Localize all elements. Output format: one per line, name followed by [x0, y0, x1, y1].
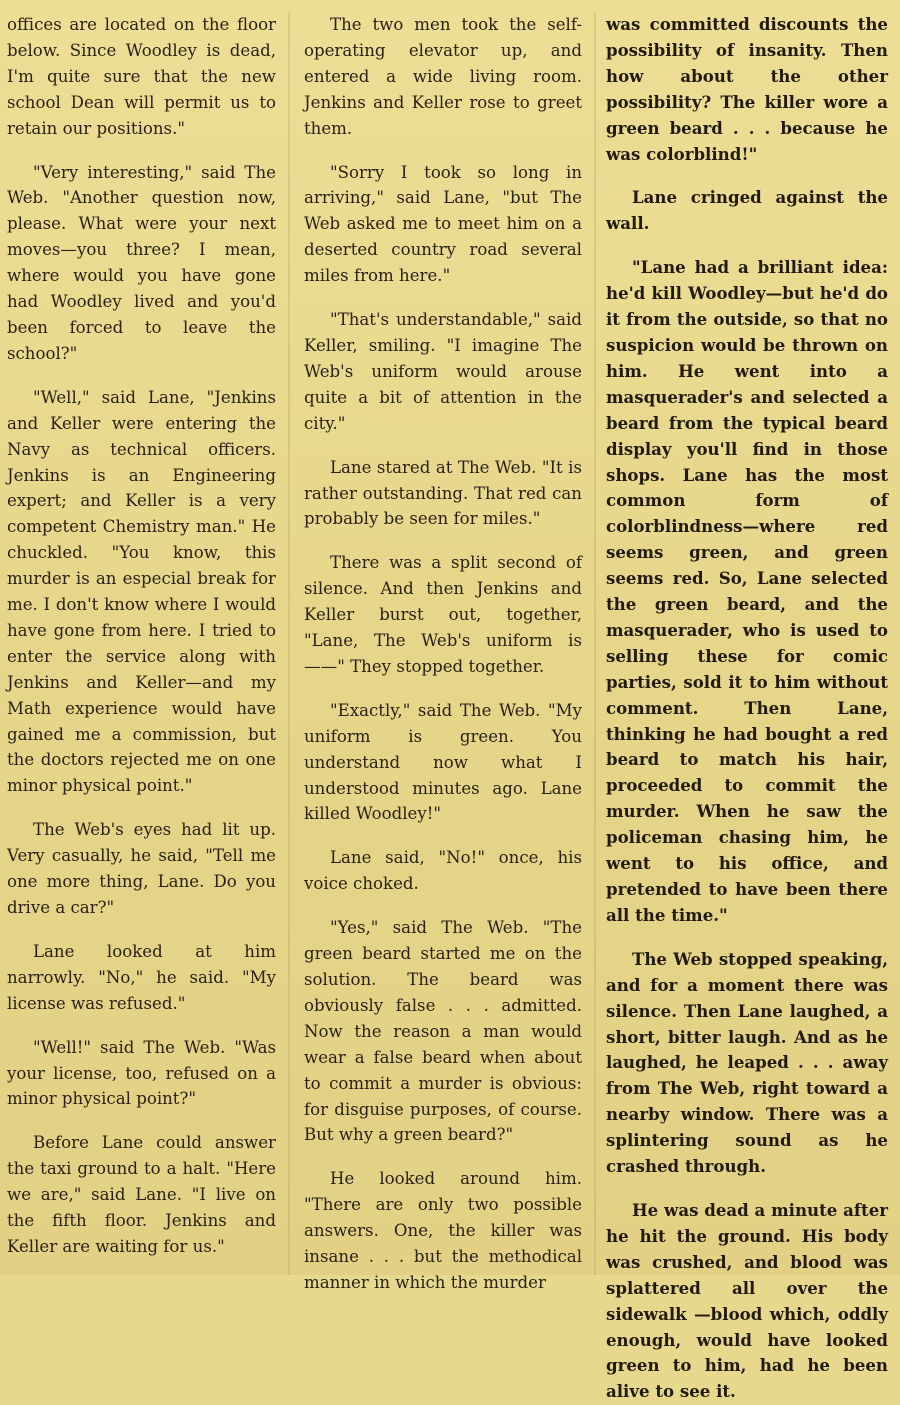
column-divider: [288, 12, 290, 1275]
paragraph: "Well," said Lane, "Jenkins and Keller were entering the Navy as technical officers. Jenkins is an Engineering expert; and Keller is a very competent Chemistry man." He chuckled. "You know, this murder is an especial break for me. I don't know where I would have gone from here. I tried to enter the service along with Jenkins and Keller—and my Math experience would have gained me a commission, but the doctors rejected me on one minor physical point.": [7, 387, 276, 796]
paragraph: "Lane had a brilliant idea: he'd kill Woodley—but he'd do it from the outside, so that no suspicion would be thrown on him. He went into a masquerader's and selected a beard from the typical beard display you'll find in those shops. Lane has the most common form of colorblindness—where red seems green, and green seems red. So, Lane selected the green beard, and the masquerader, who is used to selling these for comic parties, sold it to him without comment. Then Lane, thinking he had bought a red beard to match his hair, proceeded to commit the murder. When he saw the policeman chasing him, he went to his office, and pretended to have been there all the time.": [606, 257, 888, 925]
paragraph: Lane cringed against the wall.: [606, 187, 888, 234]
paragraph: "That's understandable," said Keller, smiling. "I imagine The Web's uniform would arouse quite a bit of attention in the city.": [304, 310, 582, 433]
paragraph: There was a split second of silence. And then Jenkins and Keller burst out, together, "Lane, The Web's uniform is ——" They stopped together.: [304, 553, 582, 676]
paragraph: "Exactly," said The Web. "My uniform is green. You understand now what I understood minutes ago. Lane killed Woodley!": [304, 700, 582, 824]
text-column-1: [0, 12, 288, 1275]
paragraph: offices are located on the floor below. Since Woodley is dead, I'm quite sure that the new school Dean will permit us to retain our positions.": [7, 15, 276, 138]
paragraph: He looked around him. "There are only two possible answers. One, the killer was insane . . . but the methodical manner in which the murder: [304, 1169, 582, 1292]
paragraph: Before Lane could answer the taxi ground to a halt. "Here we are," said Lane. "I live on the fifth floor. Jenkins and Keller are waiting for us.": [7, 1133, 276, 1256]
paragraph: "Well!" said The Web. "Was your license, too, refused on a minor physical point?": [7, 1037, 276, 1109]
paragraph: The two men took the self-operating elevator up, and entered a wide living room. Jenkins and Keller rose to greet them.: [304, 15, 582, 138]
text-column-3: [594, 12, 900, 1402]
paragraph: Lane looked at him narrowly. "No," he said. "My license was refused.": [7, 941, 276, 1013]
text-column-2: [288, 12, 594, 1292]
paragraph: The Web's eyes had lit up. Very casually, he said, "Tell me one more thing, Lane. Do you drive a car?": [7, 820, 276, 917]
paragraph: "Sorry I took so long in arriving," said Lane, "but The Web asked me to meet him on a deserted country road several miles from here.": [304, 162, 582, 286]
paragraph: "Very interesting," said The Web. "Another question now, please. What were your next moves—you three? I mean, where would you have gone had Woodley lived and you'd been forced to leave the school?": [7, 162, 276, 363]
paragraph: Lane said, "No!" once, his voice choked.: [304, 848, 582, 894]
paragraph: The Web stopped speaking, and for a moment there was silence. Then Lane laughed, a short, bitter laugh. And as he laughed, he leaped . . . away from The Web, right toward a nearby window. There was a splintering sound as he crashed through.: [606, 948, 888, 1177]
paragraph: He was dead a minute after he hit the ground. His body was crushed, and blood was splattered all over the sidewalk —blood which, oddly enough, would have looked green to him, had he been alive to see it.: [606, 1199, 888, 1402]
column-divider: [594, 12, 596, 1275]
paragraph: was committed discounts the possibility of insanity. Then how about the other possibility? The killer wore a green beard . . . because he was colorblind!": [606, 14, 888, 164]
paragraph: Lane stared at The Web. "It is rather outstanding. That red can probably be seen for miles.": [304, 457, 582, 529]
paragraph: "Yes," said The Web. "The green beard started me on the solution. The beard was obviously false . . . admitted. Now the reason a man would wear a false beard when about to commit a murder is obvious: for disguise purposes, of course. But why a green beard?": [304, 918, 582, 1145]
